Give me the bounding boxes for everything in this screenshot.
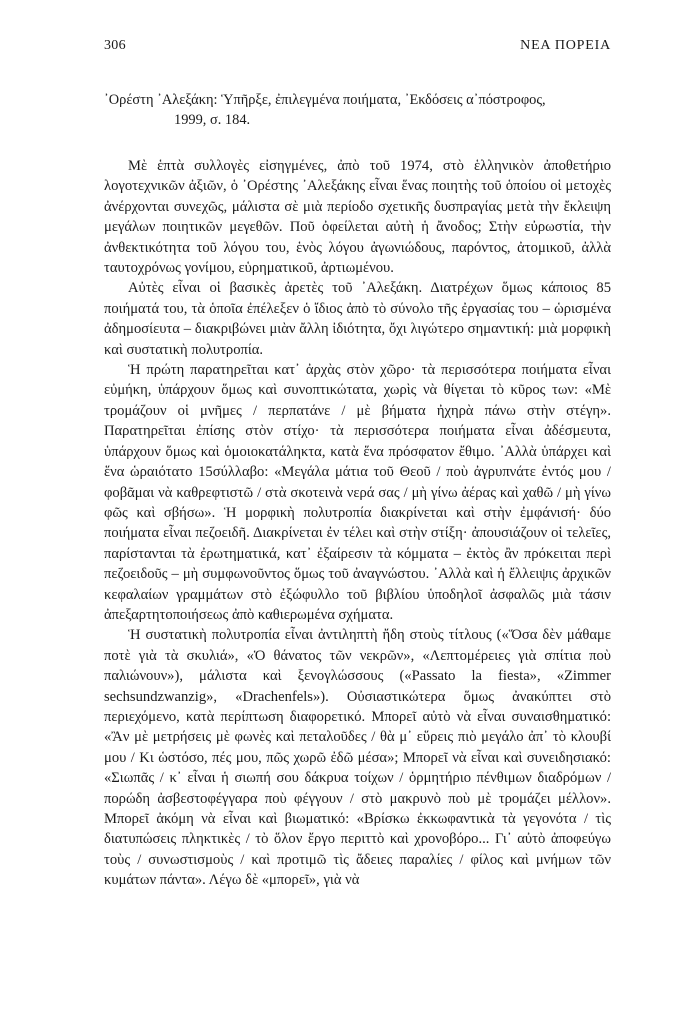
paragraph: Ἡ συστατικὴ πολυτροπία εἶναι ἀντιληπτὴ ἤδη στοὺς τίτλους («Ὅσα δὲν μάθαμε ποτὲ γιὰ τὰ σκυλιά», «Ὁ θάνατος τῶν νεκρῶν», «Λεπτομέρειες γιὰ σπίτια ποὺ παλιώνουν»), μάλιστα καὶ ξενογλώσσους («Passato la fiesta», «Zimmer sechsundzwanzig», «Drachenfels»). Οὐσιαστικώτερα ὅμως ἀνακύπτει στὸ περιεχόμενο, κατὰ περίπτωση διαφορετικό. Μπορεῖ αὐτὸ νὰ εἶναι συναισθηματικό: «Ἂν μὲ μετρήσεις μὲ φωνὲς καὶ πεταλοῦδες / θὰ μ᾿ εὕρεις πιὸ μεγάλο ἀπ᾿ τὸ κλουβί μου / Κι ὡστόσο, πές μου, πῶς χωρῶ ἐδῶ μέσα»; Μπορεῖ νὰ εἶναι καὶ συνειδησιακό: «Σιωπᾶς / κ᾿ εἶναι ἡ σιωπή σου δάκρυα τοίχων / ὁρμητήριο πένθιμων διαδρόμων / πορώδη ἀσβεστοφέγγαρα ποὺ φέγγουν / στὸ μακρυνὸ ποὺ μὲ τρομάζει μέλλον». Μπορεῖ ἀκόμη νὰ εἶναι καὶ βιωματικό: «Βρίσκω ἐκκωφαντικὰ τὰ γεγονότα / τὶς διατυπώσεις πληκτικὲς / τὸ ὅλον ἔργο περιττὸ καὶ χρονοβόρο... Γι᾿ αὐτὸ ἀποφεύγω τοὺς / συνωστισμοὺς / καὶ προτιμῶ τὶς ἄδειες παραλίες / φίλος καὶ μνήμων τῶν κυμάτων πάντα». Λέγω δὲ «μπορεῖ», γιὰ νὰ	[104, 627, 611, 889]
book-citation	[104, 90, 611, 130]
citation-line-2: 1999, σ. 184.	[174, 112, 251, 128]
paragraph: Μὲ ἑπτὰ συλλογὲς εἰσηγμένες, ἀπὸ τοῦ 1974, στὸ ἑλληνικὸν ἀποθετήριο λογοτεχνικῶν ἀξιῶν, ὁ ᾿Ορέστης ᾿Αλεξάκης εἶναι ἕνας ποιητὴς τοῦ ὁποίου οἱ μετοχὲς ἀνέρχονται συνεχῶς, μάλιστα σὲ μιὰ περίοδο σχετικῆς δυσπραγίας μετὰ τὴν ἔκλειψη μεγάλων ποιητικῶν μεγεθῶν. Ποῦ ὀφείλεται αὐτὴ ἡ ἄνοδος; Στὴν εὐρωστία, τὴν ἀνθεκτικότητα τοῦ λόγου του, ἑνὸς λόγου ἀγωνιώδους, παρόντος, ἀτομικοῦ, ἀλλὰ ταυτοχρόνως γονίμου, εὑρηματικοῦ, ἀρτιωμένου.	[104, 158, 611, 277]
review-body	[104, 156, 611, 891]
paragraph: Ἡ πρώτη παρατηρεῖται κατ᾿ ἀρχὰς στὸν χῶρο· τὰ περισσότερα ποιήματα εἶναι εὐμήκη, ὑπάρχουν ὅμως καὶ συνοπτικώτατα, χωρὶς νὰ θίγεται τὸ κῦρος των: «Μὲ τρομάζουν οἱ μνῆμες / περπατάνε / μὲ βήματα ἠχηρὰ πάνω στὴν στέγη». Παρατηρεῖται ἐπίσης στὸν στίχο· τὰ περισσότερα ποιήματα εἶναι ἀδέσμευτα, ὑπάρχουν ὅμως καὶ ὁμοιοκατάληκτα, κατὰ ἕνα πρόσφατον ἔθιμο. ᾿Αλλὰ ὑπάρχει καὶ ἕνα ὡραιότατο 15σύλλαβο: «Μεγάλα μάτια τοῦ Θεοῦ / ποὺ ἀγρυπνάτε ἐντός μου / φοβᾶμαι νὰ καθρεφτιστῶ / στὰ σκοτεινὰ νερά σας / μὴ γίνω ἀέρας καὶ χαθῶ / μὴ γίνω φῶς καὶ σβήσω». Ἡ μορφικὴ πολυτροπία διακρίνεται καὶ στὴν ἐμφάνισή· δύο ποιήματα εἶναι πεζοειδῆ. Διακρίνεται ἐν τέλει καὶ στὴν στίξη· ἀπουσιάζουν οἱ τελεῖες, παρίστανται τὰ ἐρωτηματικά, κατ᾿ ἐξαίρεσιν τὰ κόμματα – ἐκτὸς ἂν πρόκειται περὶ πεζοειδοῦς – μὴ συμφωνοῦντος ὅμως τοῦ ἀναγνώστου. ᾿Αλλὰ καὶ ἡ ἔλλειψις ἀρχικῶν κεφαλαίων γραμμάτων στὸ ἐξώφυλλο τοῦ βιβλίου ὑποδηλοῖ ἀσφαλῶς μιὰ τάσιν ἀπεξαρτητοποιήσεως ἀπὸ καθιερωμένα σχήματα.	[104, 362, 611, 623]
paragraph: Αὐτὲς εἶναι οἱ βασικὲς ἀρετὲς τοῦ ᾿Αλεξάκη. Διατρέχων ὅμως κάποιος 85 ποιήματά του, τὰ ὁποῖα ἐπέλεξεν ὁ ἴδιος ἀπὸ τὸ σύνολο τῆς ἐργασίας του – ὡρισμένα ἀδημοσίευτα – διακριβώνει μιὰν ἄλλη ἰδιότητα, ὄχι λιγώτερο σημαντική: μιὰ μορφικὴ καὶ συστατικὴ πολυτροπία.	[104, 280, 611, 358]
running-head	[104, 38, 611, 60]
citation-line-1: ᾿Ορέστη ᾿Αλεξάκη: Ὑπῆρξε, ἐπιλεγμένα ποιήματα, ᾿Εκδόσεις α᾿πόστροφος,	[104, 92, 546, 108]
page-number: 306	[104, 38, 126, 53]
journal-title: ΝΕΑ ΠΟΡΕΙΑ	[520, 38, 611, 53]
